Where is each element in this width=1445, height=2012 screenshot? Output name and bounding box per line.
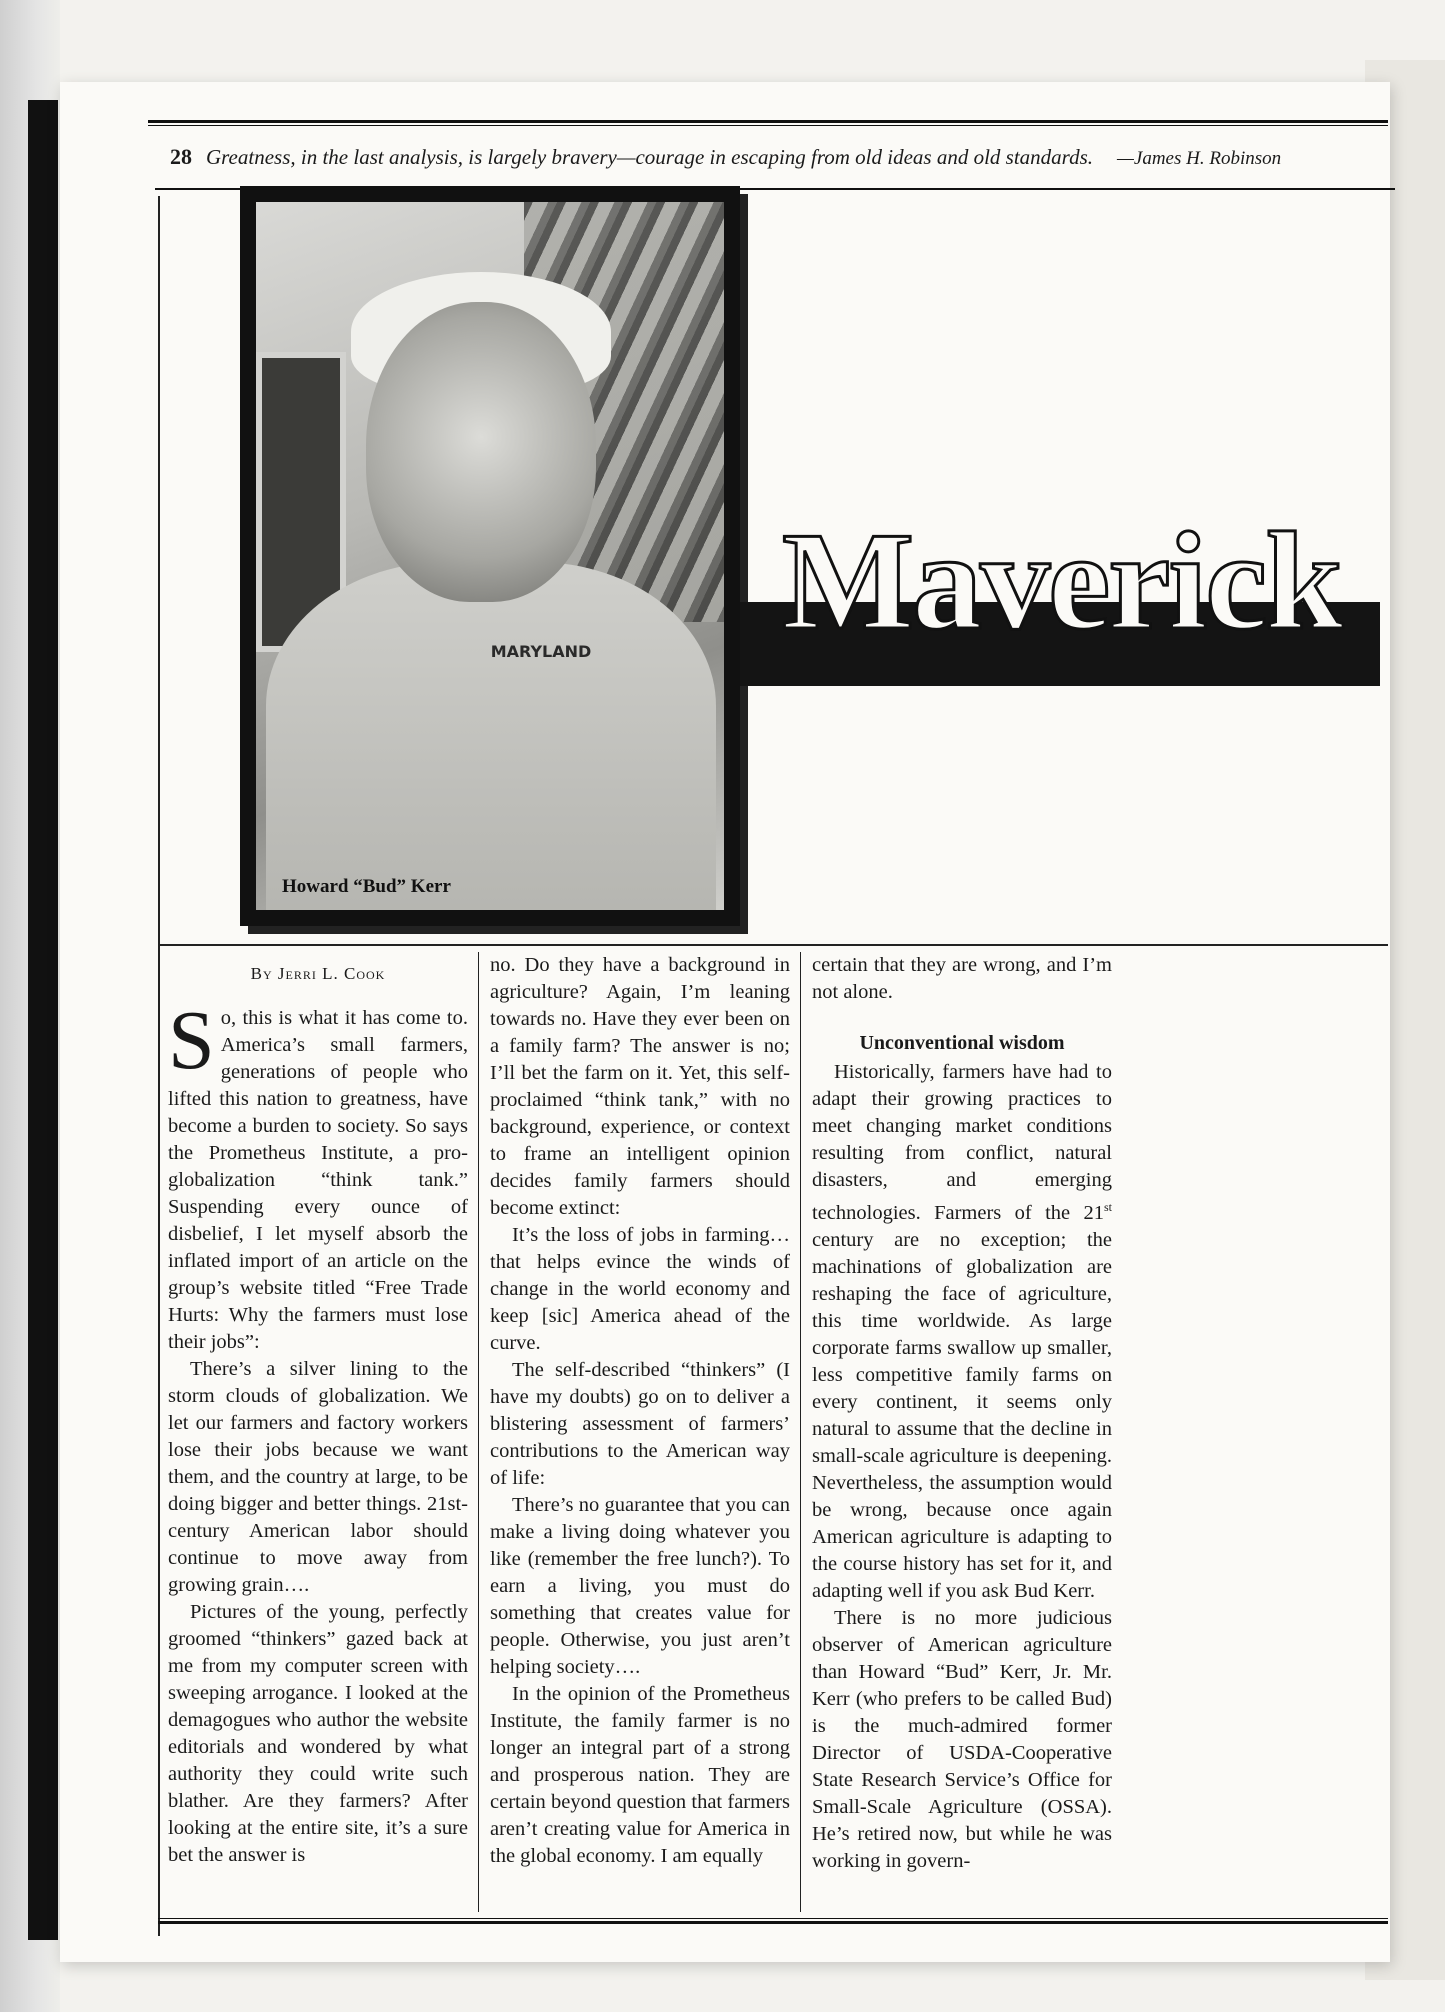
magazine-page <box>60 82 1390 1962</box>
column-1 <box>168 952 468 1869</box>
shirt-logo: MARYLAND <box>490 642 592 661</box>
article-title: Maverick <box>782 504 1342 659</box>
photo-face <box>366 302 596 602</box>
paragraph-1-text: o, this is what it has come to. America’s small farmers, generations of people who lifted this nation to greatness, have become a burden to society. So says the Prometheus Institute, a pro-globalization “think tank.” Suspending every ounce of disbelief, I let myself absorb the inflated import of an article on the group’s website titled “Free Trade Hurts: Why the farmers must lose their jobs”: <box>168 1007 468 1353</box>
portrait-photo <box>256 202 724 910</box>
byline: By Jerri L. Cook <box>250 964 386 983</box>
column-2 <box>490 952 790 1870</box>
paragraph-quote-1: There’s a silver lining to the storm clouds of globalization. We let our farmers and factory workers lose their jobs because we want them, and the country at large, to be doing bigger and better things. 21st-century American labor should continue to move away from growing grain…. <box>168 1358 468 1596</box>
body-top-rule <box>158 944 1388 946</box>
paragraph-7 <box>812 1059 1112 1605</box>
paragraph-8: There is no more judicious observer of American agriculture than Howard “Bud” Kerr, Jr. Mr. Kerr (who prefers to be called Bud) is the much-admired former Director of USDA-Cooperative State Research Service’s Office for Small-Scale Agriculture (OSSA). He’s retired now, but while he was working in govern- <box>812 1606 1112 1872</box>
section-subhead: Unconventional wisdom <box>859 1032 1065 1054</box>
left-column-rule <box>158 196 160 1936</box>
header-quote: Greatness, in the last analysis, is largely bravery—courage in escaping from old ideas and old standards. <box>206 145 1093 169</box>
paragraph-7-text-b: century are no exception; the machinations of globalization are reshaping the face of agriculture, this time worldwide. As large corporate farms swallow up smaller, less competitive family farms on every continent, it seems only natural to assume that the decline in small-scale agriculture is deepening. Nevertheless, the assumption would be wrong, because once again American agriculture is adapting to the course history has set for it, and adapting well if you ask Bud Kerr. <box>812 1228 1112 1602</box>
paragraph-3: no. Do they have a background in agriculture? Again, I’m leaning towards no. Have they ever been on a family farm? The answer is no; I’ll bet the farm on it. Yet, this self-proclaimed “think tank,” with no background, experience, or context to frame an intelligent opinion decides family farmers should become extinct: <box>490 954 790 1219</box>
photo-shirt <box>266 562 716 910</box>
column-separator-1 <box>478 952 479 1912</box>
portrait-photo-frame <box>240 186 740 926</box>
paragraph-6: certain that they are wrong, and I’m not alone. <box>812 954 1112 1003</box>
paragraph-7-text-a: Historically, farmers have had to adapt their growing practices to meet changing market conditions resulting from conflict, natural disasters, and emerging technologies. Farmers of the 21 <box>812 1061 1112 1224</box>
column-separator-2 <box>800 952 801 1912</box>
page-number: 28 <box>170 144 192 169</box>
binding-edge <box>28 100 58 1940</box>
photo-caption: Howard “Bud” Kerr <box>282 876 451 897</box>
paragraph-4: The self-described “thinkers” (I have my doubts) go on to deliver a blistering assessment of farmers’ contributions to the American way of life: <box>490 1359 790 1489</box>
column-3 <box>812 952 1112 1875</box>
header-quote-author: —James H. Robinson <box>1117 148 1282 169</box>
running-header <box>170 144 1390 184</box>
paragraph-2: Pictures of the young, perfectly groomed “thinkers” gazed back at me from my computer screen with sweeping arrogance. I looked at the demagogues who author the website editorials and wondered by what authority they could write such blather. Are they farmers? After looking at the entire site, it’s a sure bet the answer is <box>168 1601 468 1866</box>
header-rule-top <box>148 120 1388 126</box>
footer-rule <box>158 1918 1388 1924</box>
paragraph-quote-2: It’s the loss of jobs in farming… that helps evince the winds of change in the world economy and keep [sic] America ahead of the curve. <box>490 1224 790 1354</box>
paragraph-quote-3: There’s no guarantee that you can make a living doing whatever you like (remember the free lunch?). To earn a living, you must do something that creates value for people. Otherwise, you just aren’t helping society…. <box>490 1494 790 1678</box>
paragraph-1 <box>168 994 468 1356</box>
paragraph-5: In the opinion of the Prometheus Institute, the family farmer is no longer an integral part of a strong and prosperous nation. They are certain beyond question that farmers aren’t creating value for America in the global economy. I am equally <box>490 1683 790 1867</box>
drop-cap: S <box>168 994 215 1087</box>
paragraph-7-superscript: st <box>1103 1200 1112 1214</box>
